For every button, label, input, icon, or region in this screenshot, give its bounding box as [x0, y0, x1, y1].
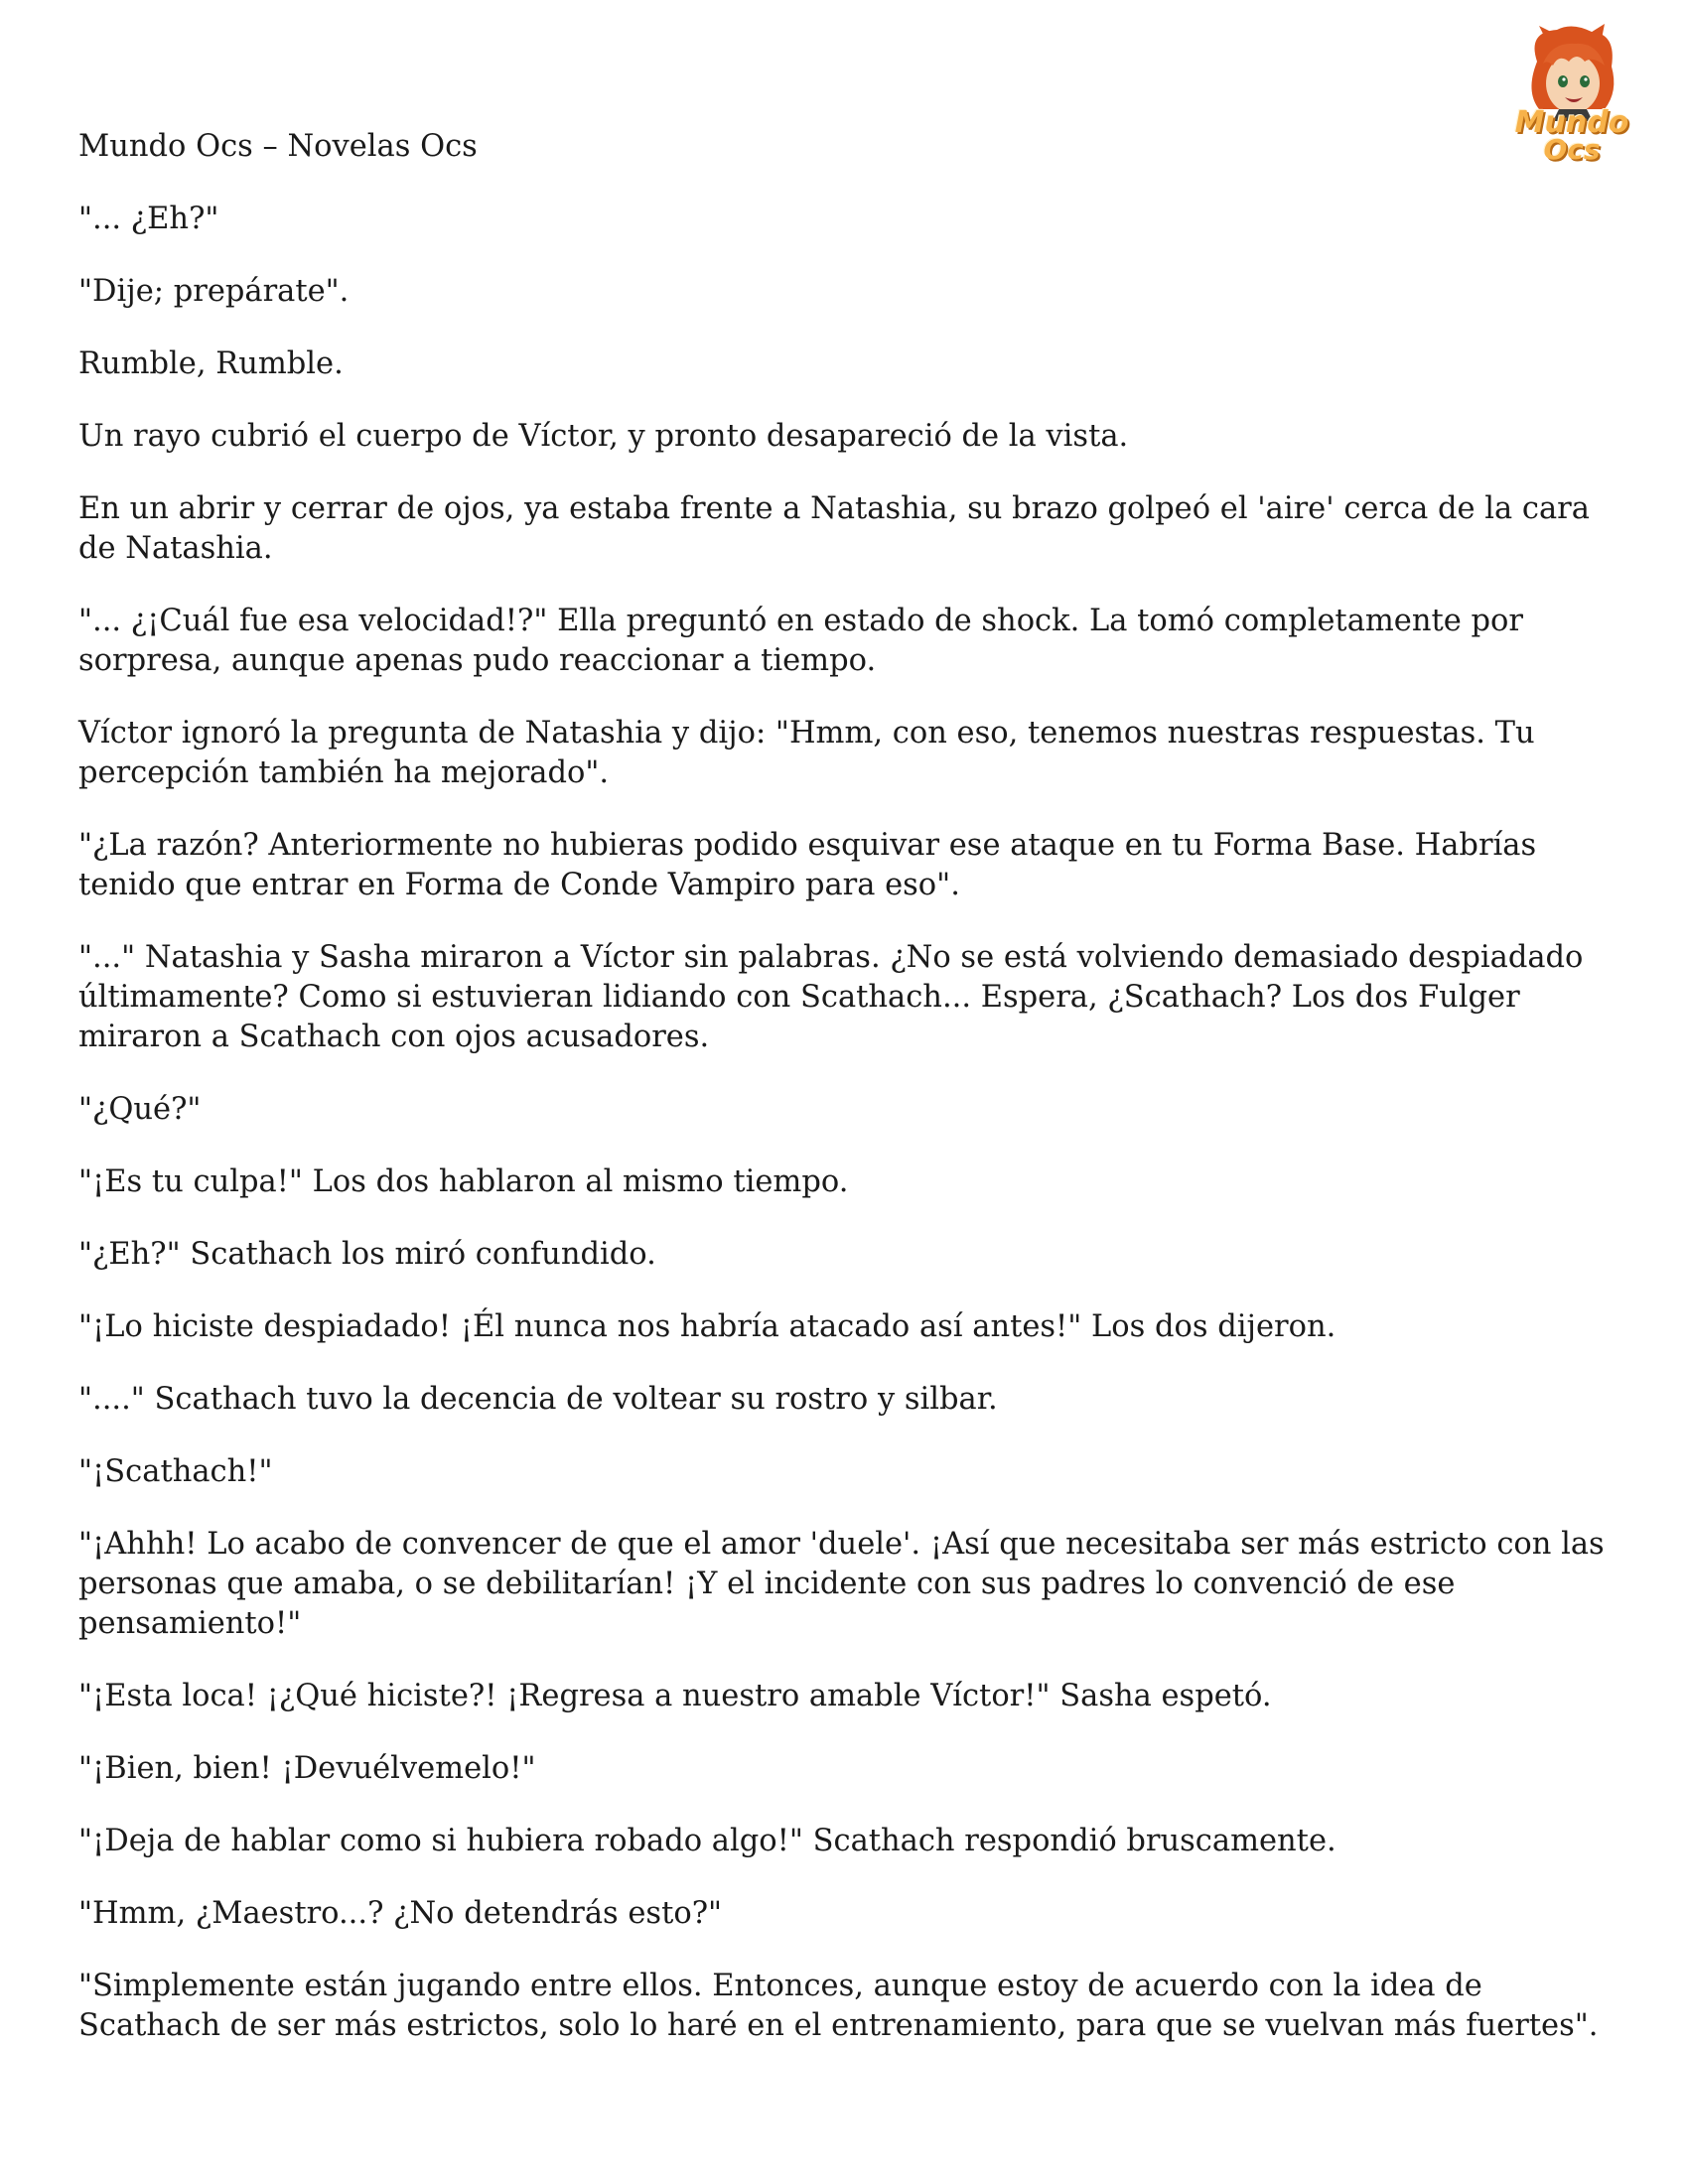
paragraph: "¿La razón? Anteriormente no hubieras podido esquivar ese ataque en tu Forma Base. Habrías tenido que entrar en Forma de Conde Vampiro para eso". — [78, 828, 1537, 902]
paragraph: "... ¿¡Cuál fue esa velocidad!?" Ella preguntó en estado de shock. La tomó completamente por sorpresa, aunque apenas pudo reaccionar a tiempo. — [78, 604, 1523, 678]
paragraph: Un rayo cubrió el cuerpo de Víctor, y pronto desapareció de la vista. — [78, 419, 1129, 454]
paragraph: Rumble, Rumble. — [78, 346, 344, 381]
paragraph: En un abrir y cerrar de ojos, ya estaba frente a Natashia, su brazo golpeó el 'aire' cerca de la cara de Natashia. — [78, 491, 1590, 566]
logo-text-ocs: Ocs — [1543, 133, 1601, 166]
paragraph: "¡Ahhh! Lo acabo de convencer de que el amor 'duele'. ¡Así que necesitaba ser más estricto con las personas que amaba, o se debilitarían! ¡Y el incidente con sus padres lo convenció de ese pensamiento!" — [78, 1527, 1605, 1641]
paragraph: "... ¿Eh?" — [78, 202, 219, 236]
paragraph: "¡Esta loca! ¡¿Qué hiciste?! ¡Regresa a nuestro amable Víctor!" Sasha espetó. — [78, 1679, 1272, 1713]
paragraph: "Dije; prepárate". — [78, 274, 350, 309]
paragraph: "Hmm, ¿Maestro...? ¿No detendrás esto?" — [78, 1896, 723, 1931]
paragraph: "¡Es tu culpa!" Los dos hablaron al mismo tiempo. — [78, 1164, 849, 1199]
paragraph: "...." Scathach tuvo la decencia de voltear su rostro y silbar. — [78, 1382, 998, 1417]
paragraph: "¿Qué?" — [78, 1092, 202, 1127]
paragraph: "Simplemente están jugando entre ellos. Entonces, aunque estoy de acuerdo con la idea de Scathach de ser más estrictos, solo lo haré en el entrenamiento, para que se vuelvan más fuertes". — [78, 1969, 1599, 2043]
paragraph: "¡Bien, bien! ¡Devuélvemelo!" — [78, 1751, 536, 1786]
document-body — [78, 127, 1613, 2079]
paragraph: Víctor ignoró la pregunta de Natashia y dijo: "Hmm, con eso, tenemos nuestras respuestas. Tu percepción también ha mejorado". — [78, 716, 1535, 790]
paragraph: "¡Scathach!" — [78, 1454, 273, 1489]
paragraph: "¡Deja de hablar como si hubiera robado algo!" Scathach respondió bruscamente. — [78, 1824, 1336, 1858]
paragraph: "¡Lo hiciste despiadado! ¡Él nunca nos habría atacado así antes!" Los dos dijeron. — [78, 1309, 1336, 1344]
paragraph: "¿Eh?" Scathach los miró confundido. — [78, 1237, 656, 1272]
document-header: Mundo Ocs – Novelas Ocs — [78, 129, 478, 164]
paragraph: "..." Natashia y Sasha miraron a Víctor sin palabras. ¿No se está volviendo demasiado despiadado últimamente? Como si estuvieran lidiando con Scathach... Espera, ¿Scathach? Los dos Fulger miraron a Scathach con ojos acusadores. — [78, 940, 1584, 1054]
logo-text-mundo: Mundo — [1514, 105, 1629, 140]
